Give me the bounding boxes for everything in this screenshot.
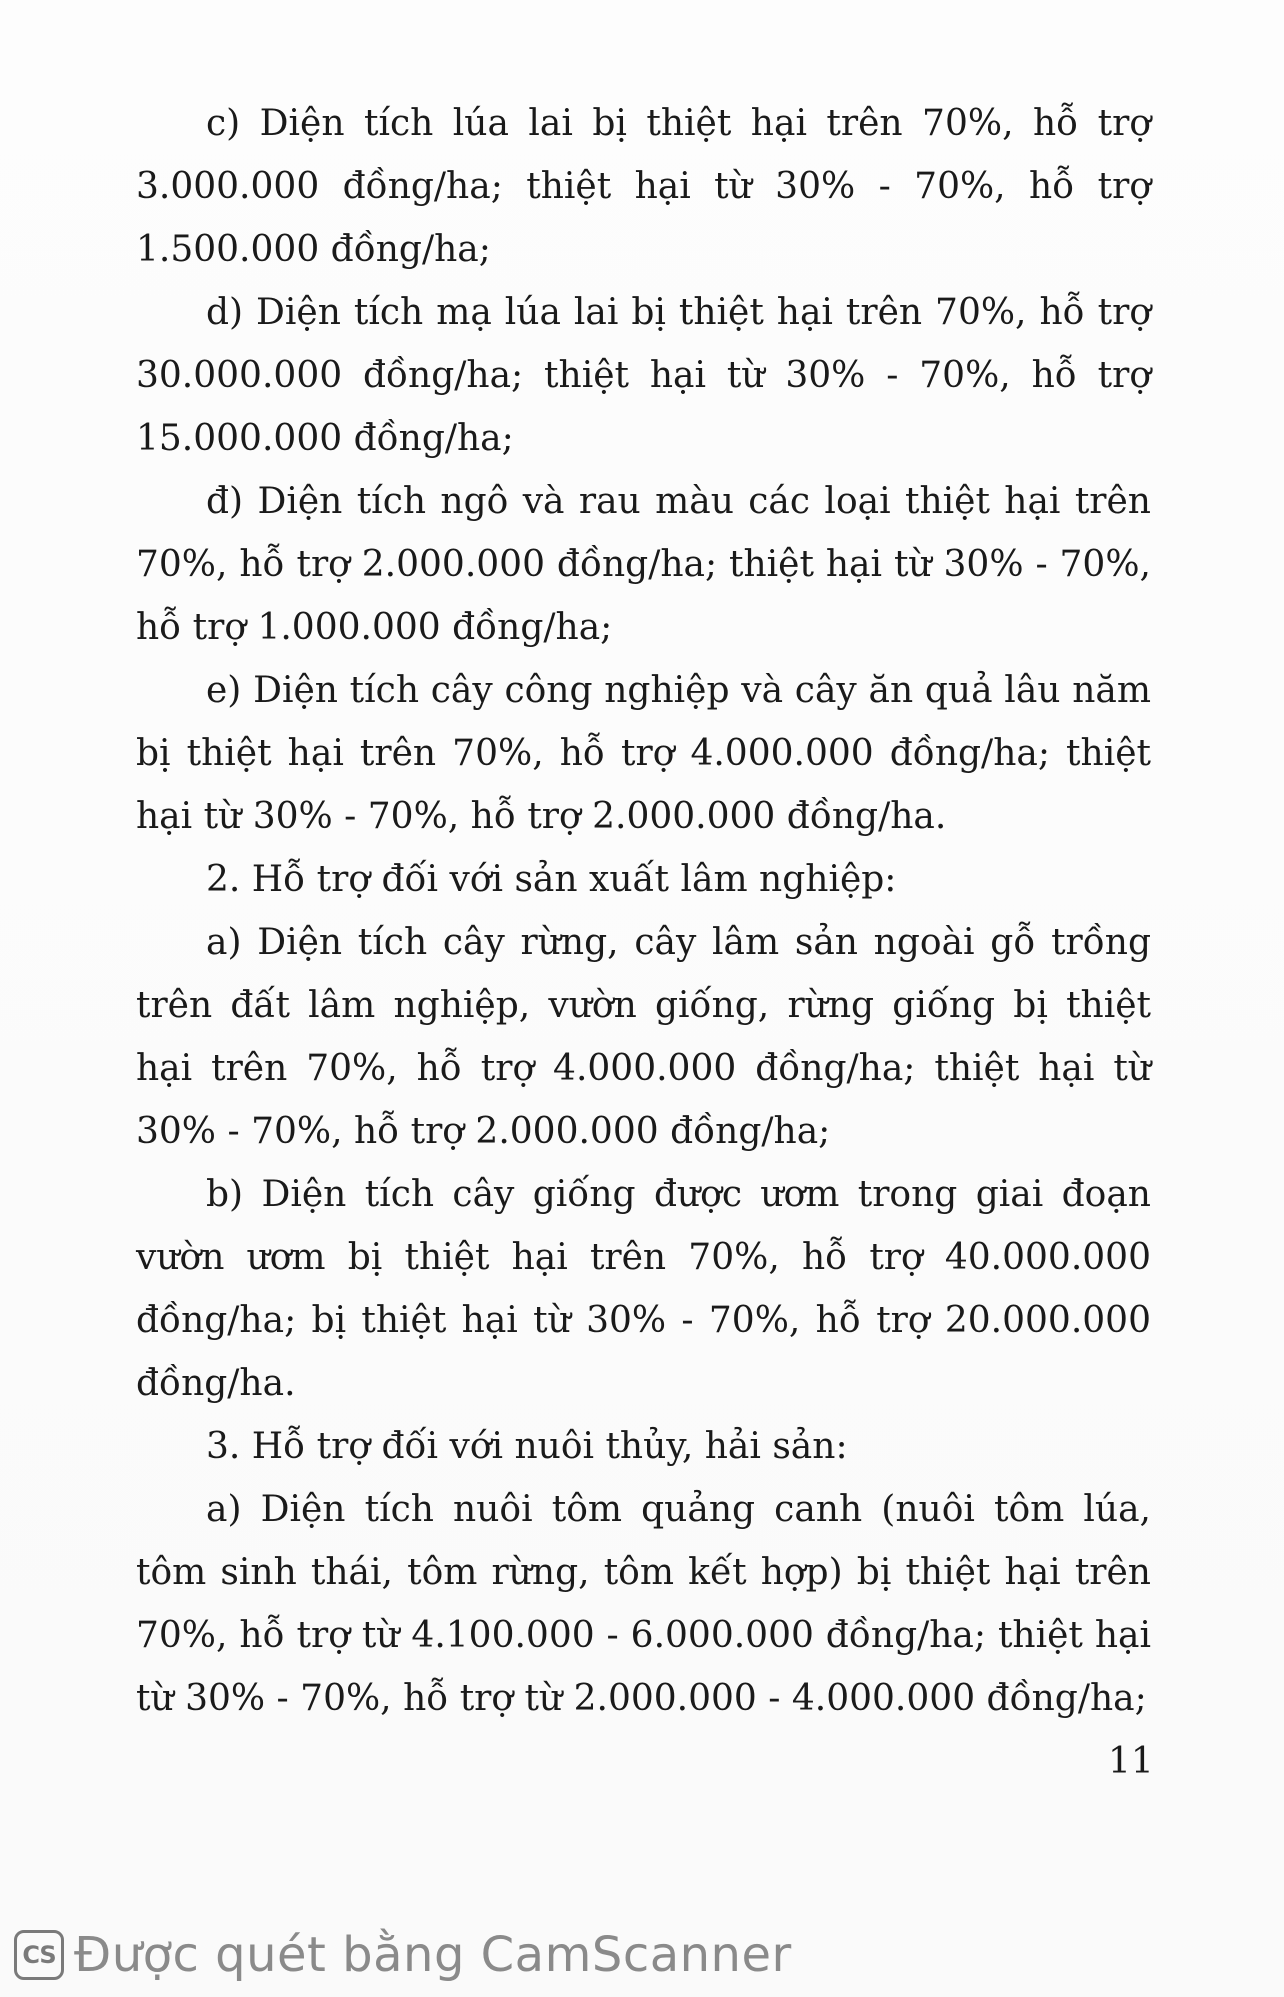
paragraph-item-forestry-b: b) Diện tích cây giống được ươm trong giai đoạn vườn ươm bị thiệt hại trên 70%, hỗ trợ 40.000.000 đồng/ha; bị thiệt hại từ 30% - 70%, hỗ trợ 20.000.000 đồng/ha. bbox=[136, 1174, 1151, 1404]
scanner-watermark bbox=[14, 1925, 792, 1985]
paragraph-item-c: c) Diện tích lúa lai bị thiệt hại trên 70%, hỗ trợ 3.000.000 đồng/ha; thiệt hại từ 30% - 70%, hỗ trợ 1.500.000 đồng/ha; bbox=[136, 103, 1151, 270]
section-heading-forestry: 2. Hỗ trợ đối với sản xuất lâm nghiệp: bbox=[206, 859, 897, 900]
paragraph-item-forestry-a: a) Diện tích cây rừng, cây lâm sản ngoài gỗ trồng trên đất lâm nghiệp, vườn giống, rừng giống bị thiệt hại trên 70%, hỗ trợ 4.000.000 đồng/ha; thiệt hại từ 30% - 70%, hỗ trợ 2.000.000 đồng/ha; bbox=[136, 922, 1151, 1152]
watermark-text: Được quét bằng CamScanner bbox=[74, 1927, 792, 1983]
paragraph-item-aquaculture-a: a) Diện tích nuôi tôm quảng canh (nuôi tôm lúa, tôm sinh thái, tôm rừng, tôm kết hợp) bị thiệt hại trên 70%, hỗ trợ từ 4.100.000 - 6.000.000 đồng/ha; thiệt hại từ 30% - 70%, hỗ trợ từ 2.000.000 - 4.000.000 đồng/ha; bbox=[136, 1489, 1151, 1719]
camscanner-logo-icon: CS bbox=[14, 1930, 64, 1980]
paragraph-item-e: e) Diện tích cây công nghiệp và cây ăn quả lâu năm bị thiệt hại trên 70%, hỗ trợ 4.000.000 đồng/ha; thiệt hại từ 30% - 70%, hỗ trợ 2.000.000 đồng/ha. bbox=[136, 670, 1151, 837]
body-text bbox=[136, 92, 1151, 1730]
page-number: 11 bbox=[1108, 1741, 1154, 1782]
paragraph-item-d: d) Diện tích mạ lúa lai bị thiệt hại trên 70%, hỗ trợ 30.000.000 đồng/ha; thiệt hại từ 30% - 70%, hỗ trợ 15.000.000 đồng/ha; bbox=[136, 292, 1151, 459]
paragraph-item-dd: đ) Diện tích ngô và rau màu các loại thiệt hại trên 70%, hỗ trợ 2.000.000 đồng/ha; thiệt hại từ 30% - 70%, hỗ trợ 1.000.000 đồng/ha; bbox=[136, 481, 1151, 648]
section-heading-aquaculture: 3. Hỗ trợ đối với nuôi thủy, hải sản: bbox=[206, 1426, 848, 1467]
